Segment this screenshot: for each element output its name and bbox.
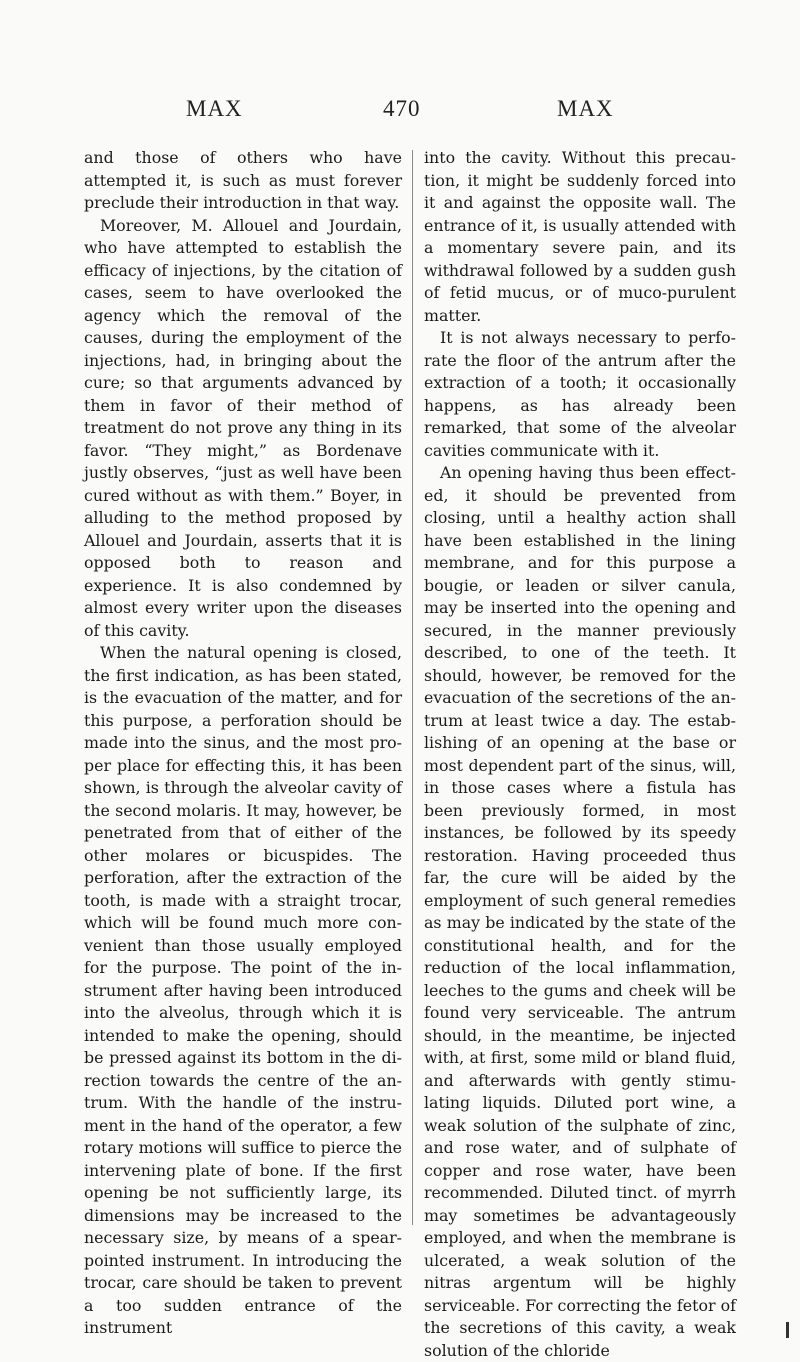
paragraph: into the cavity. Without this precaution, it might be suddenly forced into it and against the opposite wall. The entrance of it, is usually attended with a momentary severe pain, and its withdrawal followed by a sudden gush of fetid mucus, or of muco-purulent matter. (424, 148, 736, 325)
left-text-column (84, 147, 402, 1340)
scan-edge-mark (786, 1322, 789, 1338)
paragraph: An opening having thus been effected, it should be prevented from closing, until a healthy action shall have been established in the lining membrane, and for this purpose a bougie, or leaden or silver canula, may be inserted into the opening and secured, in the manner previously described, to one of the teeth. It should, however, be removed for the evacuation of the secretions of the antrum at least twice a day. The establishing of an opening at the base or most dependent part of the sinus, will, in those cases where a fistula has been previously formed, in most instances, be followed by its speedy restoration. Having proceeded thus far, the cure will be aided by the employment of such general remedies as may be indicated by the state of the constitutional health, and for the reduction of the local inflammation, leeches to the gums and cheek will be found very serviceable. The antrum should, in the meantime, be injected with, at first, some mild or bland fluid, and afterwards with gently stimulating liquids. Diluted port wine, a weak solution of the sulphate of zinc, and rose water, and of sulphate of copper and rose water, have been recommended. Diluted tinct. of myrrh may sometimes be advantageously employed, and when the membrane is ulcerated, a weak solution of the nitras argentum will be highly serviceable. For correcting the fetor of the secretions of this cavity, a weak solution of the chloride (424, 463, 736, 1360)
header-right-word: MAX (557, 96, 614, 121)
paragraph: and those of others who have attempted it, is such as must forever preclude their introduction in that way. (84, 148, 402, 212)
paragraph: When the natural opening is closed, the first indication, as has been stated, is the evacuation of the matter, and for this purpose, a perforation should be made into the sinus, and the most proper place for effecting this, it has been shown, is through the alveolar cavity of the second molaris. It may, however, be penetrated from that of either of the other molares or bicuspides. The perforation, after the extraction of the tooth, is made with a straight trocar, which will be found much more convenient than those usually employed for the purpose. The point of the instrument after having been introduced into the alveolus, through which it is intended to make the opening, should be pressed against its bottom in the direction towards the centre of the antrum. With the handle of the instrument in the hand of the operator, a few rotary motions will suffice to pierce the intervening plate of bone. If the first opening be not sufficiently large, its dimensions may be increased to the necessary size, by means of a spear-pointed instrument. In introducing the trocar, care should be taken to prevent a too sudden entrance of the instrument (84, 643, 402, 1337)
header-left-word: MAX (186, 96, 243, 121)
paragraph: Moreover, M. Allouel and Jourdain, who have attempted to establish the efficacy of injections, by the citation of cases, seem to have overlooked the agency which the removal of the causes, during the employment of the injections, had, in bringing about the cure; so that arguments advanced by them in favor of their method of treatment do not prove any thing in its favor. “They might,” as Bordenave justly observes, “just as well have been cured without as with them.” Boyer, in alluding to the method proposed by Allouel and Jourdain, asserts that it is opposed both to reason and experience. It is also condemned by almost every writer upon the diseases of this cavity. (84, 215, 402, 640)
right-text-column (424, 147, 736, 1362)
column-divider (412, 150, 413, 1225)
running-header (0, 96, 800, 124)
paragraph: It is not always necessary to perforate the floor of the antrum after the extraction of a tooth; it occasionally happens, as has already been remarked, that some of the alveolar cavities communicate with it. (424, 328, 736, 460)
page-number: 470 (383, 96, 421, 121)
